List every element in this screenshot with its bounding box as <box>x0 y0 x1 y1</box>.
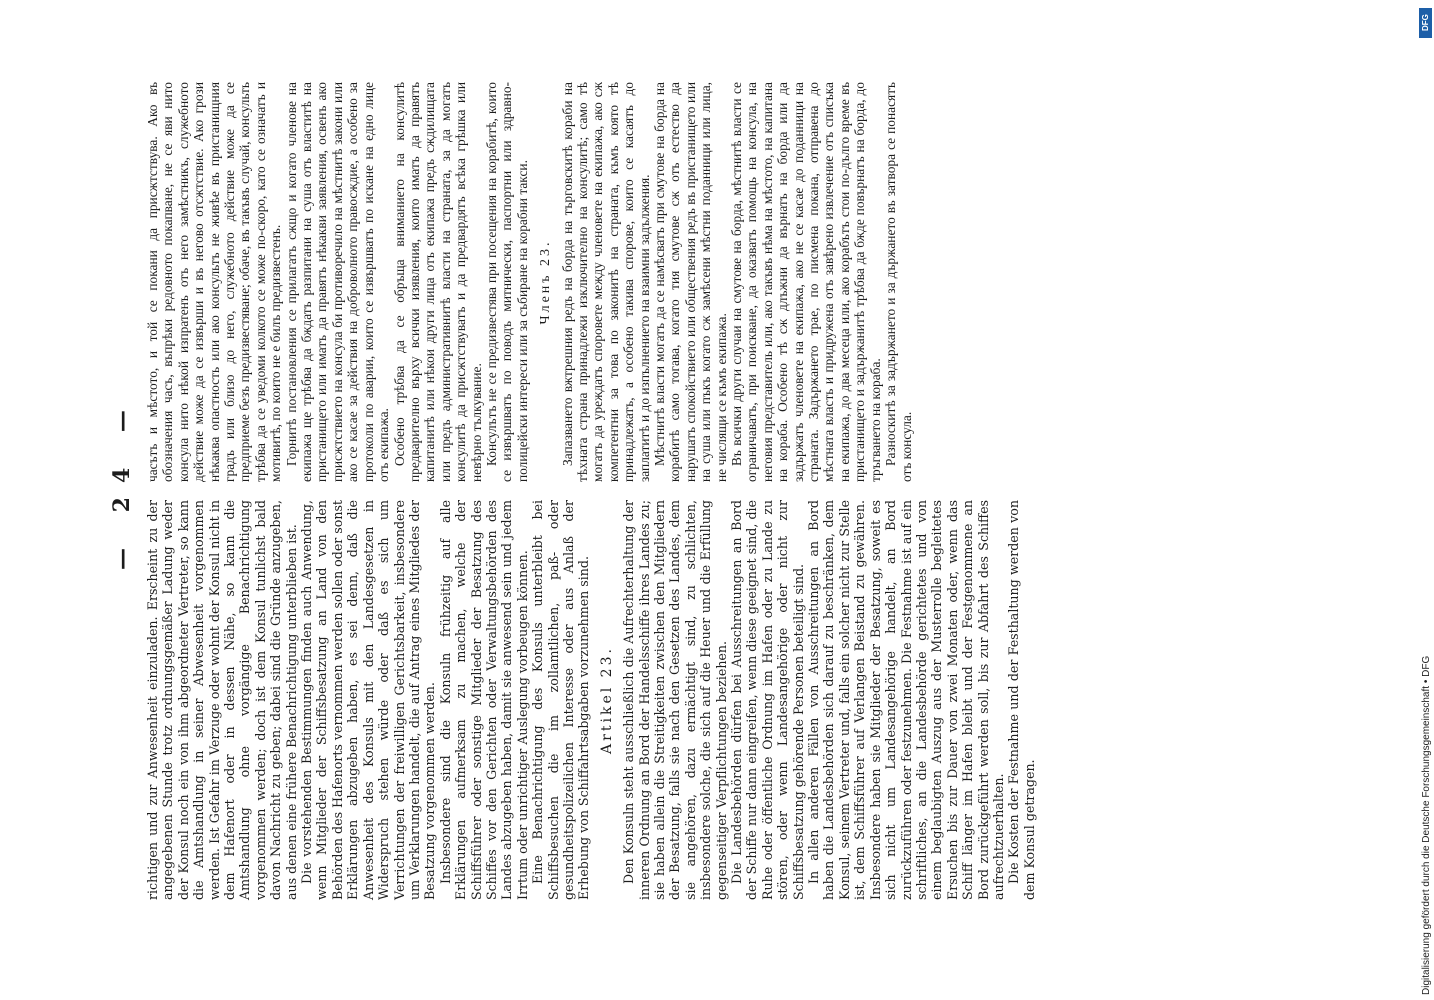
german-paragraph: Insbesondere sind die Konsuln frühzeitig auf alle Erklärungen aufmerksam zu machen, welche der Schiffsführer oder sonstige Mitglieder der Besatzung des Schiffes vor den Gerichten oder Verwaltungsbehörden des Landes abzugeben haben, damit sie anwesend sein und jedem Irrtum oder unrichtiger Auslegung vorbeugen können. <box>437 500 530 900</box>
german-paragraph: Die Kosten der Festnahme und der Festhaltung werden von dem Konsul getragen. <box>1006 500 1037 900</box>
bulgarian-paragraph: Горнитѣ постановления се прилагатъ сжщо и когато членове на екипажа ще трѣбва да бждатъ разпитани на суша отъ властитѣ на пристанището или иматъ да правятъ нѣкакви заявления, освенъ ако присжтствието на консула би противоречило на мѣстнитѣ закони или ако се касае за действия на доброволното правосждие, а особено за протоколи по аварии, които се извършватъ по искане на едно лице отъ екипажа. <box>283 82 392 482</box>
german-paragraph: richtigen und zur Anwesenheit einzuladen. Erscheint zu der angegebenen Stunde trotz ordnungsgemäßer Ladung weder der Konsul noch ein von ihm abgeordneter Vertreter, so kann die Amtshandlung in seiner Abwesenheit vorgenommen werden. Ist Gefahr im Verzuge oder wohnt der Konsul nicht in dem Hafenort oder in dessen Nähe, so kann die Amtshandlung ohne vorgängige Benachrichtigung vorgenommen werden; doch ist dem Konsul tunlichst bald davon Nachricht zu geben; dabei sind die Gründe anzugeben, aus denen eine frühere Benachrichtigung unterblieben ist. <box>145 500 299 900</box>
bulgarian-paragraph: Консулътъ не се предизвестява при посещения на корабитѣ, които се извършватъ по поводъ митнически, паспортни или здравно-полицейски интереси или за събиране на корабни такси. <box>483 82 530 482</box>
german-article-heading: Artikel 23. <box>598 646 615 754</box>
dfg-logo: DFG <box>1419 8 1432 38</box>
bulgarian-paragraph: Въ всички други случаи на смутове на борда, мѣстнитѣ власти се ограничаватъ, при поискване, да оказватъ помощь на консула, на неговия представитель или, ако такъвъ нѣма на мѣстото, на капитана на кораба. Особено тѣ сж длъжни да върнатъ на борда или да задържатъ членовете на екипажа, ако не се касае до поданници на страната. Задържането трае, по писмена покана, отправена до мѣстната власть и придружена отъ завѣрено извлечение отъ списъка на екипажа, до два месеца или, ако корабътъ стои по-дълго време въ пристанището и задържанитѣ трѣбва да бжде повърнатъ на борда, до тръгването на кораба. <box>729 82 883 482</box>
german-paragraph: Die Landesbehörden dürfen bei Ausschreitungen an Bord der Schiffe nur dann eingreifen, wenn diese geeignet sind, die Ruhe oder öffentliche Ordnung im Hafen oder zu Lande zu stören, oder wenn Landesangehörige oder nicht zur Schiffsbesatzung gehörende Personen beteiligt sind. <box>729 500 806 900</box>
bulgarian-paragraph: Особено трѣбва да се обръща вниманието на консулитѣ предварително върху всички изявления, които иматъ да правятъ капитанитѣ или нѣкои други лица отъ екипажа предъ сждилищата или предъ административнитѣ власти на страната, за да могатъ консулитѣ да присжтствуватъ и да предвардятъ всѣка грѣшка или невѣрно тълкувание. <box>391 82 484 482</box>
rotated-print-area <box>109 80 1345 900</box>
digitization-credit: Digitalisierung gefördert durch die Deutsche Forschungsgemeinschaft • DFG <box>1421 655 1432 995</box>
bulgarian-article-heading: Членъ 23. <box>538 239 554 325</box>
bulgarian-paragraph: часътъ и мѣстото, и той се покани да присжтствува. Ако въ обозначения часъ, въпрѣки редовното покапване, не се яви нито консула нито нѣкой изпратенъ отъ него замѣстникъ, служебното действие може да се извърши и въ негово отсжтствие. Ако грози нѣкаква опастность или ако консультъ не живѣе въ пристанищния градъ или близо до него, служебното действие може да се предприеме безъ предизвестяване; обаче, въ такъвъ случай, консульть трѣбва да се уведоми колкото се може по-скоро, като се означатъ и мотивитѣ, по които не е билъ предизвестенъ. <box>145 82 284 482</box>
digitization-sidebar <box>1418 0 1434 1000</box>
german-paragraph: Den Konsuln steht ausschließlich die Aufrechterhaltung der inneren Ordnung an Bord der Handelsschiffe ihres Landes zu; sie haben allein die Streitigkeiten zwischen den Mitgliedern der Besatzung, falls sie nach den Gesetzen des Landes, dem sie angehören, dazu ermächtigt sind, zu schlichten, insbesondere solche, die sich auf die Heuer und die Erfüllung gegenseitiger Verpflichtungen beziehen. <box>621 500 729 900</box>
bulgarian-paragraph: Запазването вжтрешния редъ на борда на търговскитѣ кораби на тѣхната страна принадлежи изключително на консулитѣ; само тѣ могатъ да уреждатъ споровете между членовете на екипажа, ако сж компетентни за това по законитѣ на страната, къмъ която тѣ принадлежатъ, а особено такива спорове, които се касаятъ до заплатитѣ и до изпълнението на взаимни задължения. <box>559 82 652 482</box>
german-column <box>145 500 1345 900</box>
page-number: — 24 — <box>109 396 135 570</box>
bulgarian-paragraph: Разноскитѣ за задържането и за държането въ затвора се понасятъ отъ консула. <box>883 82 914 482</box>
german-paragraph: In allen anderen Fällen von Ausschreitungen an Bord haben die Landesbehörden sich darauf zu beschränken, dem Konsul, seinem Vertreter und, falls ein solcher nicht zur Stelle ist, dem Schiffsführer auf Verlangen Beistand zu gewähren. Insbesondere haben sie Mitglieder der Besatzung, soweit es sich nicht um Landesangehörige handelt, an Bord zurückzuführen oder festzunehmen. Die Festnahme ist auf ein schriftliches, an die Landesbehörde gerichtetes und von einem beglaubigten Auszug aus der Musterrolle begleitetes Ersuchen bis zur Dauer von zwei Monaten oder, wenn das Schiff länger im Hafen bleibt und der Festgenommene an Bord zurückgeführt werden soll, bis zur Abfahrt des Schiffes aufrechtzuerhalten. <box>806 500 1006 900</box>
bulgarian-column <box>145 82 1345 482</box>
bulgarian-paragraph: Мѣстнитѣ власти могатъ да се намѣсватъ при смутове на борда на корабитѣ само тогава, когато тия смутове сж отъ естество да нарушатъ спокойствието или обществения редъ въ пристанището или на суша или пъкъ когато сж замѣсени мѣстни поданници или лица, не числящи се къмъ екипажа. <box>652 82 729 482</box>
german-paragraph: Eine Benachrichtigung des Konsuls unterbleibt bei Schiffsbesuchen die im zollamtlichen, paß- oder gesundheitspolizeilichen Interesse oder aus Anlaß der Erhebung von Schiffahrtsabgaben vorzunehmen sind. <box>530 500 592 900</box>
german-paragraph: Die vorstehenden Bestimmungen finden auch Anwendung, wenn Mitglieder der Schiffsbesatzung an Land von den Behörden des Hafenorts vernommen werden sollen oder sonst Erklärungen abzugeben haben, es sei denn, daß die Anwesenheit des Konsuls mit den Landesgesetzen in Widerspruch stehen würde oder daß es sich um Verrichtungen der freiwilligen Gerichtsbarkeit, insbesondere um Verklarungen handelt, die auf Antrag eines Mitgliedes der Besatzung vorgenommen werden. <box>299 500 438 900</box>
